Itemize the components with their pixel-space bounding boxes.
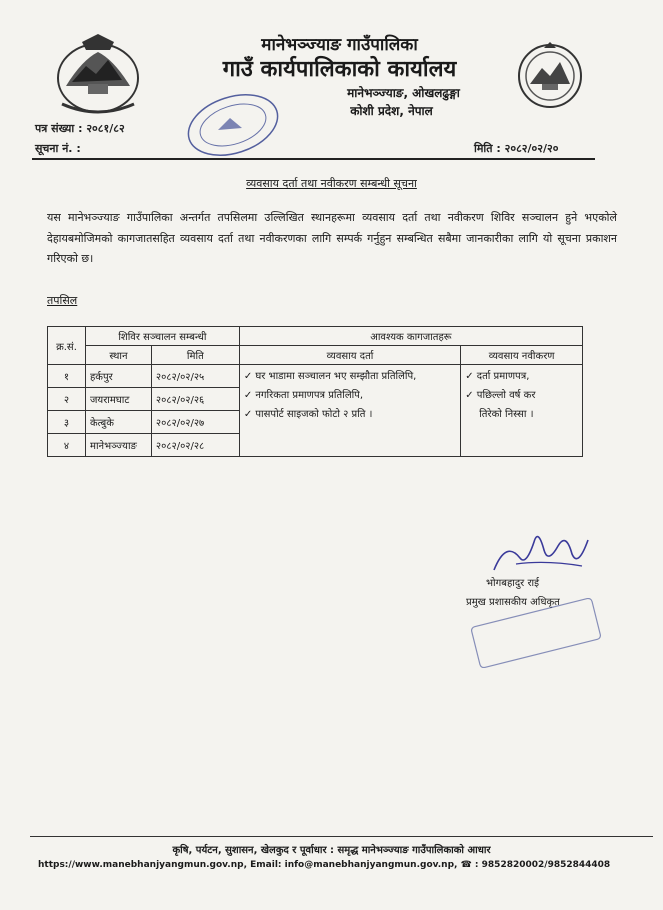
office-address: मानेभञ्ज्याङ, ओखलढुङ्गा (347, 86, 460, 100)
reg-docs-cell (239, 365, 460, 457)
row-place: हर्कपुर (85, 365, 151, 388)
signature-icon (486, 520, 596, 580)
ref-label: पत्र संख्या : (35, 122, 83, 135)
schedule-label: तपसिल (47, 294, 78, 307)
issue-date (474, 141, 558, 156)
signatory-title: प्रमुख प्रशासकीय अधिकृत (466, 597, 560, 608)
notice-number (35, 141, 81, 156)
province-name: कोशी प्रदेश, नेपाल (350, 104, 433, 118)
row-date: २०८२/०२/२५ (151, 365, 239, 388)
col-camp: शिविर सञ्चालन सम्बन्धी (85, 327, 239, 346)
col-sn: क्र.सं. (48, 327, 86, 365)
notice-label: सूचना नं. : (35, 142, 81, 155)
table-row (48, 365, 583, 388)
row-date: २०८२/०२/२७ (151, 411, 239, 434)
office-stamp-icon (178, 90, 288, 160)
footer-slogan: कृषि, पर्यटन, सुशासन, खेलकुद र पूर्वाधार : समृद्ध मानेभञ्ज्याङ गाउँपालिकाको आधार (172, 845, 491, 856)
camp-schedule-table (47, 326, 583, 457)
row-sn: १ (48, 365, 86, 388)
col-renew: व्यवसाय नवीकरण (461, 346, 583, 365)
row-sn: ४ (48, 434, 86, 457)
renew-doc-item: ✓ दर्ता प्रमाणपत्र, (465, 371, 530, 382)
date-value: २०८२/०२/२० (504, 142, 559, 155)
notice-body: यस मानेभञ्ज्याङ गाउँपालिका अन्तर्गत तपसिलमा उल्लिखित स्थानहरूमा व्यवसाय दर्ता तथा नवीकरण शिविर सञ्चालन हुने भएकोले देहायबमोजिमको कागजातसहित व्यवसाय दर्ता तथा नवीकरणका लागि सम्पर्क गर्नुहुन सम्बन्धित सबैमा जानकारीका लागि यो सूचना प्रकाशन गरिएको छ। (47, 211, 617, 265)
row-sn: ३ (48, 411, 86, 434)
office-name: गाउँ कार्यपालिकाको कार्यालय (222, 57, 457, 82)
renew-doc-item: ✓ पछिल्लो वर्ष कर (465, 390, 536, 401)
col-place: स्थान (85, 346, 151, 365)
renew-doc-item: तिरेको निस्सा । (479, 409, 534, 420)
notice-subject: व्यवसाय दर्ता तथा नवीकरण सम्बन्धी सूचना (246, 177, 417, 190)
header-divider (32, 158, 595, 160)
ref-value: २०८१/८२ (86, 122, 125, 135)
municipality-name: मानेभञ्ज्याङ गाउँपालिका (261, 35, 418, 55)
signature-stamp-icon (466, 598, 606, 668)
row-sn: २ (48, 388, 86, 411)
row-place: मानेभञ्ज्याङ (85, 434, 151, 457)
col-date: मिति (151, 346, 239, 365)
table-subheader-row (48, 346, 583, 365)
reg-doc-item: ✓ पासपोर्ट साइजको फोटो २ प्रति । (243, 409, 373, 420)
renew-docs-cell (461, 365, 583, 457)
row-date: २०८२/०२/२८ (151, 434, 239, 457)
date-label: मिति : (474, 142, 501, 155)
row-date: २०८२/०२/२६ (151, 388, 239, 411)
col-reg: व्यवसाय दर्ता (239, 346, 460, 365)
reg-doc-item: ✓ नगरिकता प्रमाणपत्र प्रतिलिपि, (243, 390, 364, 401)
row-place: जयरामघाट (85, 388, 151, 411)
reference-number (35, 121, 125, 136)
col-docs: आवश्यक कागजातहरू (239, 327, 582, 346)
row-place: केत्बुके (85, 411, 151, 434)
signatory-name: भोगबहादुर राई (486, 578, 540, 589)
reg-doc-item: ✓ घर भाडामा सञ्चालन भए सम्झौता प्रतिलिपि, (243, 371, 417, 382)
footer-contact: https://www.manebhanjyangmun.gov.np, Email: info@manebhanjyangmun.gov.np, ☎ : 9852820002/9852844408 (38, 860, 611, 870)
table-header-row (48, 327, 583, 346)
footer-divider (30, 836, 653, 837)
